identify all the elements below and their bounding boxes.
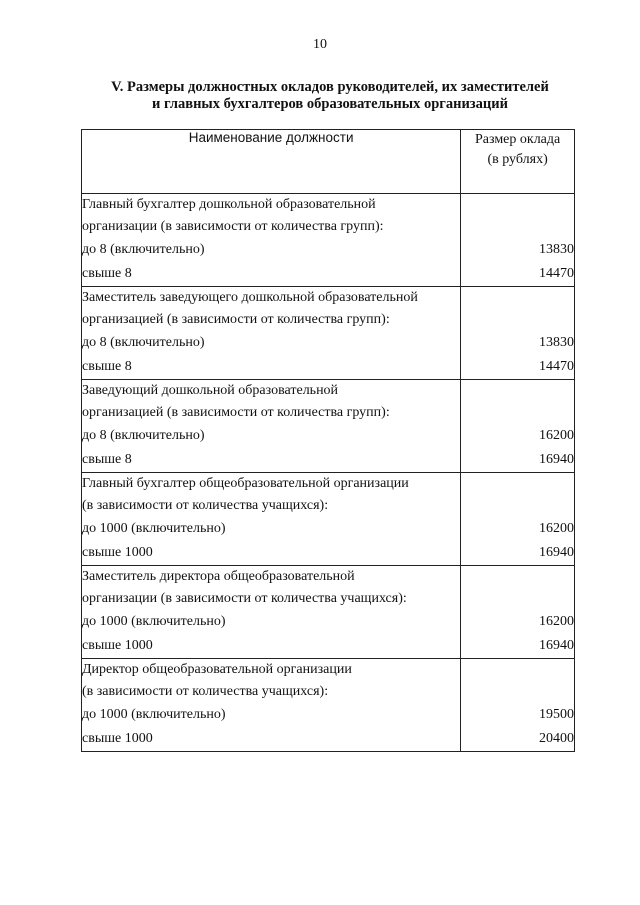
salary-value: 16940 [539, 452, 574, 467]
tier-label: до 1000 (включительно) [82, 614, 226, 629]
tier-label: до 8 (включительно) [82, 428, 205, 443]
table-row [82, 659, 575, 752]
position-title-line: организации (в зависимости от количества учащихся): [82, 591, 407, 606]
salary-spacer [461, 380, 574, 424]
salary-spacer [461, 473, 574, 517]
salary-value: 14470 [539, 359, 574, 374]
salary-cell [461, 473, 575, 566]
position-title-line: организации (в зависимости от количества групп): [82, 219, 384, 234]
salary-spacer [461, 659, 574, 703]
salary-value: 20400 [539, 731, 574, 746]
tier-label: свыше 1000 [82, 638, 153, 653]
tier-label: свыше 8 [82, 359, 132, 374]
position-cell [82, 566, 461, 659]
salary-value: 16200 [539, 521, 574, 536]
position-title-line: организацией (в зависимости от количества групп): [82, 405, 390, 420]
position-cell [82, 659, 461, 752]
salary-table [81, 129, 575, 752]
table-row [82, 380, 575, 473]
table-body [82, 194, 575, 752]
salary-cell [461, 380, 575, 473]
heading-line-2: и главных бухгалтеров образовательных организаций [152, 96, 508, 112]
section-heading [70, 79, 590, 113]
position-cell [82, 194, 461, 287]
position-cell [82, 287, 461, 380]
table-row [82, 566, 575, 659]
position-title-line: Заместитель директора общеобразовательной [82, 569, 355, 584]
salary-spacer [461, 566, 574, 610]
tier-label: до 1000 (включительно) [82, 521, 226, 536]
salary-value: 16940 [539, 545, 574, 560]
tier-label: до 1000 (включительно) [82, 707, 226, 722]
tier-label: до 8 (включительно) [82, 335, 205, 350]
header-salary [461, 130, 575, 194]
position-title-line: Директор общеобразовательной организации [82, 662, 352, 677]
position-cell [82, 473, 461, 566]
salary-cell [461, 566, 575, 659]
table-row [82, 194, 575, 287]
tier-label: до 8 (включительно) [82, 242, 205, 257]
salary-value: 16940 [539, 638, 574, 653]
salary-value: 14470 [539, 266, 574, 281]
tier-label: свыше 1000 [82, 731, 153, 746]
position-cell [82, 380, 461, 473]
position-title-line: Заместитель заведующего дошкольной образовательной [82, 290, 418, 305]
header-position-name: Наименование должности [82, 130, 461, 194]
salary-cell [461, 287, 575, 380]
header-salary-line-1: Размер оклада [474, 132, 561, 147]
tier-label: свыше 8 [82, 452, 132, 467]
position-title-line: Главный бухгалтер дошкольной образовательной [82, 197, 376, 212]
salary-spacer [461, 287, 574, 331]
tier-label: свыше 8 [82, 266, 132, 281]
salary-cell [461, 659, 575, 752]
salary-spacer [461, 194, 574, 238]
page-number: 10 [313, 37, 327, 52]
salary-value: 13830 [539, 335, 574, 350]
salary-value: 16200 [539, 614, 574, 629]
table-row [82, 473, 575, 566]
heading-line-1: V. Размеры должностных окладов руководителей, их заместителей [111, 79, 549, 95]
table-row [82, 287, 575, 380]
position-title-line: Главный бухгалтер общеобразовательной организации [82, 476, 409, 491]
salary-cell [461, 194, 575, 287]
tier-label: свыше 1000 [82, 545, 153, 560]
header-salary-line-2: (в рублях) [487, 152, 548, 167]
position-title-line: (в зависимости от количества учащихся): [82, 498, 329, 513]
position-title-line: организацией (в зависимости от количества групп): [82, 312, 390, 327]
salary-value: 13830 [539, 242, 574, 257]
salary-value: 16200 [539, 428, 574, 443]
table-header-row [82, 130, 575, 194]
salary-value: 19500 [539, 707, 574, 722]
position-title-line: (в зависимости от количества учащихся): [82, 684, 329, 699]
position-title-line: Заведующий дошкольной образовательной [82, 383, 339, 398]
